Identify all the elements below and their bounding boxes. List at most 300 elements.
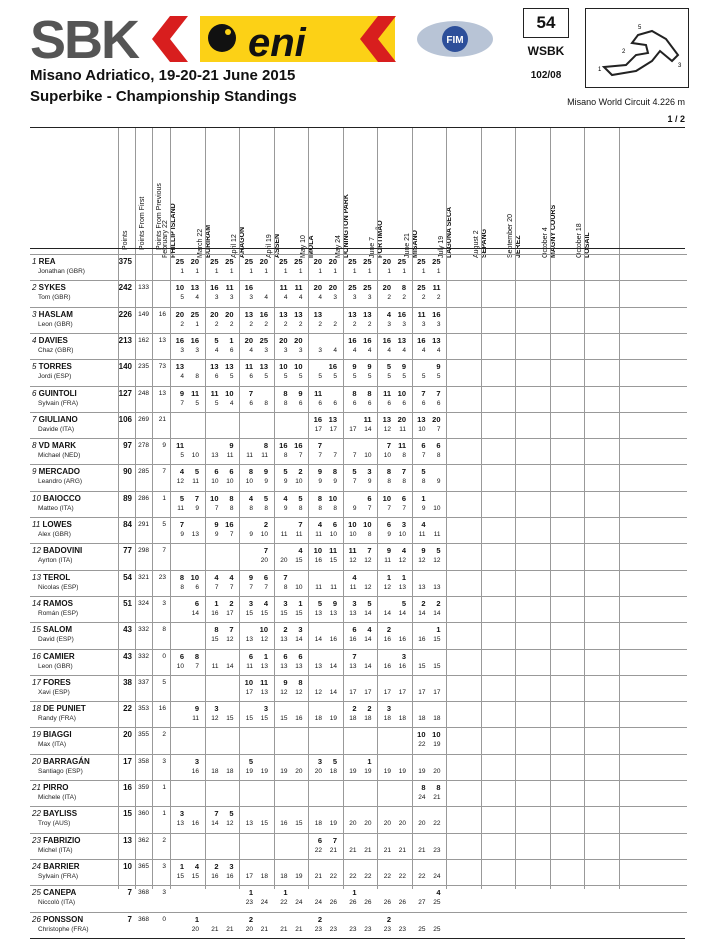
rider-surname: TORRES <box>38 362 72 372</box>
race-standing: 26 <box>364 899 372 907</box>
race-standing: 12 <box>433 557 441 565</box>
race-standing: 26 <box>398 899 406 907</box>
race-points: 16 <box>190 335 199 345</box>
rider-name <box>32 757 90 766</box>
race-points: 13 <box>397 335 406 345</box>
race-points: 2 <box>386 625 391 635</box>
race-standing: 5 <box>214 399 219 407</box>
rider-points: 90 <box>123 467 132 477</box>
race-standing: 9 <box>333 478 337 486</box>
race-points: 20 <box>382 257 391 266</box>
race-standing: 17 <box>383 688 391 696</box>
race-points: 4 <box>401 546 406 556</box>
race-standing: 25 <box>433 899 441 907</box>
race-points: 25 <box>417 283 426 293</box>
rider-name <box>32 494 81 503</box>
race-points: 11 <box>383 388 391 398</box>
race-standing: 24 <box>314 899 322 907</box>
race-standing: 20 <box>191 925 199 933</box>
race-standing: 4 <box>318 294 322 302</box>
race-standing: 14 <box>364 662 372 670</box>
race-standing: 3 <box>402 320 406 328</box>
race-points: 4 <box>367 625 372 635</box>
race-standing: 3 <box>264 346 268 354</box>
race-points: 11 <box>314 388 322 398</box>
race-points: 13 <box>279 309 288 319</box>
race-standing: 17 <box>245 688 253 696</box>
rider-position: 16 <box>32 651 44 661</box>
race-points: 5 <box>248 756 253 766</box>
race-standing: 4 <box>436 346 441 354</box>
race-standing: 11 <box>433 531 441 538</box>
race-standing: 10 <box>260 531 268 538</box>
race-points: 7 <box>317 441 322 451</box>
race-standing: 15 <box>245 715 253 723</box>
rider-surname: BAYLISS <box>43 809 78 819</box>
column-divider <box>377 128 378 889</box>
race-standing: 15 <box>295 820 303 828</box>
race-points: 11 <box>260 677 268 687</box>
race-standing: 23 <box>398 925 406 933</box>
race-points: 5 <box>332 756 337 766</box>
table-row <box>30 412 687 437</box>
race-points: 16 <box>363 335 372 345</box>
rider-name <box>32 783 68 792</box>
race-standing: 5 <box>298 373 303 381</box>
rider-points: 22 <box>123 704 132 714</box>
race-standing: 6 <box>421 399 426 407</box>
points-from-first: 353 <box>138 705 149 713</box>
race-standing: 10 <box>383 452 391 460</box>
race-standing: 8 <box>264 504 268 512</box>
race-standing: 11 <box>177 504 184 512</box>
round-name: MISANO <box>411 230 419 258</box>
rider-position: 13 <box>32 572 44 582</box>
table-row <box>30 859 687 884</box>
race-points: 20 <box>190 257 199 266</box>
race-standing: 20 <box>295 767 303 775</box>
race-standing: 23 <box>364 925 372 933</box>
points-from-previous: 1 <box>162 494 166 502</box>
column-divider <box>481 128 482 889</box>
race-standing: 10 <box>418 425 426 433</box>
table-row <box>30 570 687 595</box>
race-points: 25 <box>348 257 357 266</box>
race-standing: 11 <box>226 452 234 460</box>
points-from-first: 324 <box>138 599 149 607</box>
race-points: 25 <box>363 283 372 293</box>
race-standing: 15 <box>176 872 184 880</box>
race-points: 3 <box>248 598 253 608</box>
rider-position: 11 <box>32 520 43 529</box>
race-points: 1 <box>421 493 426 503</box>
rider-surname: HASLAM <box>38 309 73 319</box>
race-points: 10 <box>279 362 288 372</box>
rider-position: 1 <box>32 257 39 266</box>
race-points: 2 <box>352 704 357 714</box>
race-standing: 15 <box>418 662 426 670</box>
points-from-previous: 21 <box>158 415 166 423</box>
race-standing: 22 <box>329 872 337 880</box>
race-standing: 17 <box>349 425 357 433</box>
rider-name <box>32 888 76 897</box>
race-standing: 8 <box>333 504 337 512</box>
points-from-previous: 73 <box>158 363 166 371</box>
race-points: 13 <box>432 335 441 345</box>
race-points: 2 <box>263 520 268 529</box>
race-standing: 18 <box>280 872 288 880</box>
race-standing: 2 <box>318 320 322 328</box>
race-standing: 12 <box>314 688 322 696</box>
table-row <box>30 675 687 700</box>
race-points: 9 <box>283 677 288 687</box>
race-standing: 6 <box>195 583 199 591</box>
race-points: 4 <box>229 572 234 582</box>
race-points: 25 <box>190 309 199 319</box>
race-points: 10 <box>417 730 426 740</box>
race-standing: 15 <box>433 662 441 670</box>
race-standing: 15 <box>191 872 199 880</box>
race-points: 25 <box>175 257 184 266</box>
race-points: 2 <box>386 914 391 924</box>
race-standing: 17 <box>349 688 357 696</box>
race-points: 3 <box>263 704 268 714</box>
race-standing: 1 <box>229 268 234 275</box>
race-standing: 7 <box>352 452 357 460</box>
rider-points: 89 <box>123 493 132 503</box>
race-standing: 12 <box>383 425 391 433</box>
race-points: 16 <box>313 414 322 424</box>
race-points: 13 <box>348 309 357 319</box>
race-standing: 7 <box>180 399 184 407</box>
rider-firstname-country: Tom (GBR) <box>38 294 71 302</box>
points-from-first-header: Points From First <box>139 196 146 250</box>
race-standing: 18 <box>314 820 322 828</box>
race-standing: 20 <box>314 767 322 775</box>
table-row <box>30 596 687 621</box>
rider-position: 24 <box>32 861 44 871</box>
race-standing: 12 <box>398 557 406 565</box>
race-standing: 5 <box>436 373 441 381</box>
points-from-first: 362 <box>138 836 149 844</box>
round-name: LOSAIL <box>584 232 591 258</box>
race-points: 4 <box>421 520 426 529</box>
race-points: 6 <box>317 835 322 845</box>
race-standing: 18 <box>329 767 337 775</box>
race-points: 8 <box>194 651 199 661</box>
race-standing: 3 <box>195 346 199 354</box>
race-points: 4 <box>298 546 303 556</box>
race-points: 8 <box>386 467 391 477</box>
race-standing: 11 <box>418 531 426 538</box>
race-standing: 13 <box>191 531 199 538</box>
race-standing: 5 <box>387 373 391 381</box>
race-standing: 14 <box>211 820 219 828</box>
race-standing: 6 <box>367 399 372 407</box>
race-points: 3 <box>229 861 234 871</box>
round-date: June 21 <box>403 233 411 258</box>
round-name: SEPANG <box>480 228 488 258</box>
race-points: 6 <box>248 651 253 661</box>
race-standing: 8 <box>367 531 372 538</box>
race-points: 11 <box>176 441 184 451</box>
race-points: 6 <box>214 467 219 477</box>
race-standing: 1 <box>249 268 253 275</box>
race-points: 4 <box>248 493 253 503</box>
points-from-first: 278 <box>138 442 149 450</box>
race-points: 8 <box>263 441 268 451</box>
race-standing: 17 <box>398 688 406 696</box>
race-standing: 2 <box>283 320 288 328</box>
race-standing: 1 <box>367 268 372 275</box>
race-standing: 6 <box>249 373 253 381</box>
race-points: 8 <box>436 783 441 792</box>
rider-firstname-country: Xavi (ESP) <box>38 688 70 696</box>
race-standing: 19 <box>329 820 337 828</box>
race-standing: 1 <box>333 268 337 275</box>
rider-points: 226 <box>118 309 132 319</box>
race-standing: 2 <box>229 320 234 328</box>
series-label: WSBK <box>527 44 565 58</box>
race-points: 11 <box>294 283 303 293</box>
column-divider <box>550 128 551 889</box>
race-standing: 11 <box>211 662 219 670</box>
race-points: 25 <box>397 257 406 266</box>
race-standing: 7 <box>352 478 357 486</box>
race-standing: 12 <box>226 820 234 828</box>
rider-firstname-country: Nicolas (ESP) <box>38 583 79 591</box>
table-row <box>30 280 687 305</box>
rider-points: 213 <box>118 335 132 345</box>
eni-logo-text: eni <box>248 21 306 65</box>
table-row <box>30 727 687 752</box>
race-standing: 7 <box>195 662 199 670</box>
round-date: May 24 <box>334 235 342 258</box>
race-points: 11 <box>210 388 219 398</box>
race-standing: 15 <box>295 557 303 565</box>
race-standing: 3 <box>283 346 288 354</box>
race-points: 11 <box>417 309 426 319</box>
rider-firstname-country: Alex (GBR) <box>38 531 71 538</box>
race-standing: 11 <box>399 425 406 433</box>
race-points: 7 <box>214 809 219 819</box>
race-points: 16 <box>348 335 357 345</box>
points-from-previous: 16 <box>158 705 166 713</box>
race-points: 13 <box>382 414 391 424</box>
race-points: 1 <box>229 335 234 345</box>
race-points: 6 <box>283 651 288 661</box>
rider-points: 15 <box>123 809 132 819</box>
round-date: September 20 <box>507 214 514 258</box>
rider-firstname-country: Michael (NED) <box>38 452 81 460</box>
rider-name <box>32 283 66 292</box>
rider-points: 7 <box>127 888 132 898</box>
points-from-previous: 2 <box>162 731 166 739</box>
race-points: 7 <box>386 441 391 451</box>
race-points: 10 <box>175 283 184 293</box>
race-points: 16 <box>244 283 253 293</box>
race-standing: 10 <box>191 452 199 460</box>
race-standing: 14 <box>398 609 406 617</box>
race-standing: 20 <box>418 820 426 828</box>
race-standing: 21 <box>329 846 337 854</box>
race-points: 1 <box>436 625 441 635</box>
rider-name <box>32 836 80 845</box>
race-standing: 24 <box>418 794 426 801</box>
race-standing: 24 <box>295 899 303 907</box>
rider-surname: MERCADO <box>38 467 81 477</box>
race-standing: 12 <box>295 688 303 696</box>
rider-name <box>32 441 76 450</box>
race-standing: 6 <box>214 373 219 381</box>
race-points: 1 <box>248 888 253 898</box>
race-standing: 12 <box>211 715 219 723</box>
table-row <box>30 912 687 937</box>
rider-surname: FORES <box>43 677 71 687</box>
race-points: 1 <box>298 598 303 608</box>
rider-points: 127 <box>118 388 132 398</box>
race-points: 9 <box>248 572 253 582</box>
race-standing: 6 <box>298 399 303 407</box>
race-standing: 14 <box>364 636 372 644</box>
race-standing: 8 <box>180 583 184 591</box>
race-standing: 13 <box>314 662 322 670</box>
race-points: 9 <box>214 520 219 529</box>
rider-firstname-country: Chaz (GBR) <box>38 346 74 354</box>
rider-position: 14 <box>32 598 44 608</box>
rider-name <box>32 467 80 476</box>
race-points: 9 <box>179 388 184 398</box>
race-standing: 13 <box>211 452 219 460</box>
race-points: 8 <box>179 572 184 582</box>
race-standing: 4 <box>180 373 184 381</box>
points-from-first: 133 <box>138 284 149 292</box>
race-points: 2 <box>421 598 426 608</box>
race-standing: 16 <box>383 662 391 670</box>
race-points: 6 <box>421 441 426 451</box>
race-standing: 25 <box>433 925 441 933</box>
race-standing: 17 <box>329 425 337 433</box>
table-row <box>30 464 687 489</box>
rider-points: 242 <box>118 283 132 293</box>
rider-points: 43 <box>123 651 132 661</box>
race-standing: 9 <box>421 504 426 512</box>
rider-surname: REA <box>38 257 56 266</box>
rider-surname: GUINTOLI <box>38 388 77 398</box>
race-standing: 3 <box>229 294 234 302</box>
race-points: 8 <box>332 467 337 477</box>
rider-position: 3 <box>32 309 39 319</box>
table-row <box>30 491 687 516</box>
race-standing: 23 <box>329 925 337 933</box>
points-from-previous: 2 <box>162 836 166 844</box>
round-date: July 19 <box>438 235 445 258</box>
race-standing: 21 <box>295 925 303 933</box>
race-standing: 26 <box>329 899 337 907</box>
race-points: 1 <box>263 651 268 661</box>
race-points: 16 <box>417 335 426 345</box>
race-standing: 16 <box>295 715 303 723</box>
race-points: 7 <box>436 388 441 398</box>
race-standing: 7 <box>387 504 391 512</box>
race-standing: 3 <box>367 294 372 302</box>
rider-position: 5 <box>32 362 39 372</box>
race-standing: 16 <box>191 820 199 828</box>
race-points: 20 <box>313 283 322 293</box>
race-standing: 5 <box>333 373 337 381</box>
race-points: 7 <box>367 546 372 556</box>
chevron-icons <box>152 16 206 62</box>
race-points: 5 <box>263 493 268 503</box>
race-standing: 22 <box>418 741 426 749</box>
race-standing: 15 <box>260 820 268 828</box>
race-standing: 4 <box>298 294 303 302</box>
race-standing: 9 <box>436 478 441 486</box>
rider-name <box>32 809 77 818</box>
table-row <box>30 622 687 647</box>
race-points: 7 <box>332 835 337 845</box>
race-standing: 17 <box>418 688 426 696</box>
race-points: 3 <box>283 598 288 608</box>
rider-firstname-country: Sylvain (FRA) <box>38 399 79 407</box>
points-from-previous: 23 <box>158 573 166 581</box>
race-standing: 8 <box>402 452 406 460</box>
race-points: 10 <box>348 520 357 529</box>
race-points: 6 <box>298 651 303 661</box>
race-points: 6 <box>401 493 406 503</box>
race-standing: 4 <box>352 346 357 354</box>
race-standing: 13 <box>245 636 253 644</box>
race-points: 8 <box>367 388 372 398</box>
race-standing: 25 <box>418 925 426 933</box>
race-standing: 13 <box>418 583 426 591</box>
column-divider <box>274 128 275 889</box>
rider-surname: BARRAGÁN <box>43 756 90 766</box>
race-standing: 3 <box>180 346 184 354</box>
race-points: 6 <box>352 625 357 635</box>
race-standing: 2 <box>387 294 391 302</box>
race-points: 4 <box>179 467 184 477</box>
race-standing: 7 <box>298 452 303 460</box>
column-divider <box>205 128 206 889</box>
race-standing: 18 <box>433 715 441 723</box>
header-divider <box>30 127 685 128</box>
points-from-first: 285 <box>138 468 149 476</box>
points-from-previous: 5 <box>162 521 166 528</box>
race-standing: 9 <box>367 478 372 486</box>
rider-firstname-country: Sylvain (FRA) <box>38 872 79 880</box>
race-points: 20 <box>382 283 391 293</box>
rider-surname: PIRRO <box>43 783 69 792</box>
race-points: 6 <box>179 651 184 661</box>
race-points: 2 <box>248 914 253 924</box>
rider-points: 97 <box>123 441 132 451</box>
race-standing: 14 <box>433 609 441 617</box>
race-points: 4 <box>317 520 322 529</box>
points-from-first: 269 <box>138 415 149 423</box>
race-points: 7 <box>229 625 234 635</box>
race-standing: 8 <box>283 399 288 407</box>
race-standing: 22 <box>418 872 426 880</box>
race-points: 8 <box>229 493 234 503</box>
race-standing: 8 <box>436 452 441 460</box>
rider-name <box>32 546 82 555</box>
race-standing: 18 <box>383 715 391 723</box>
race-standing: 13 <box>349 662 357 670</box>
race-points: 13 <box>244 309 253 319</box>
race-points: 10 <box>294 362 303 372</box>
race-points: 7 <box>352 651 357 661</box>
